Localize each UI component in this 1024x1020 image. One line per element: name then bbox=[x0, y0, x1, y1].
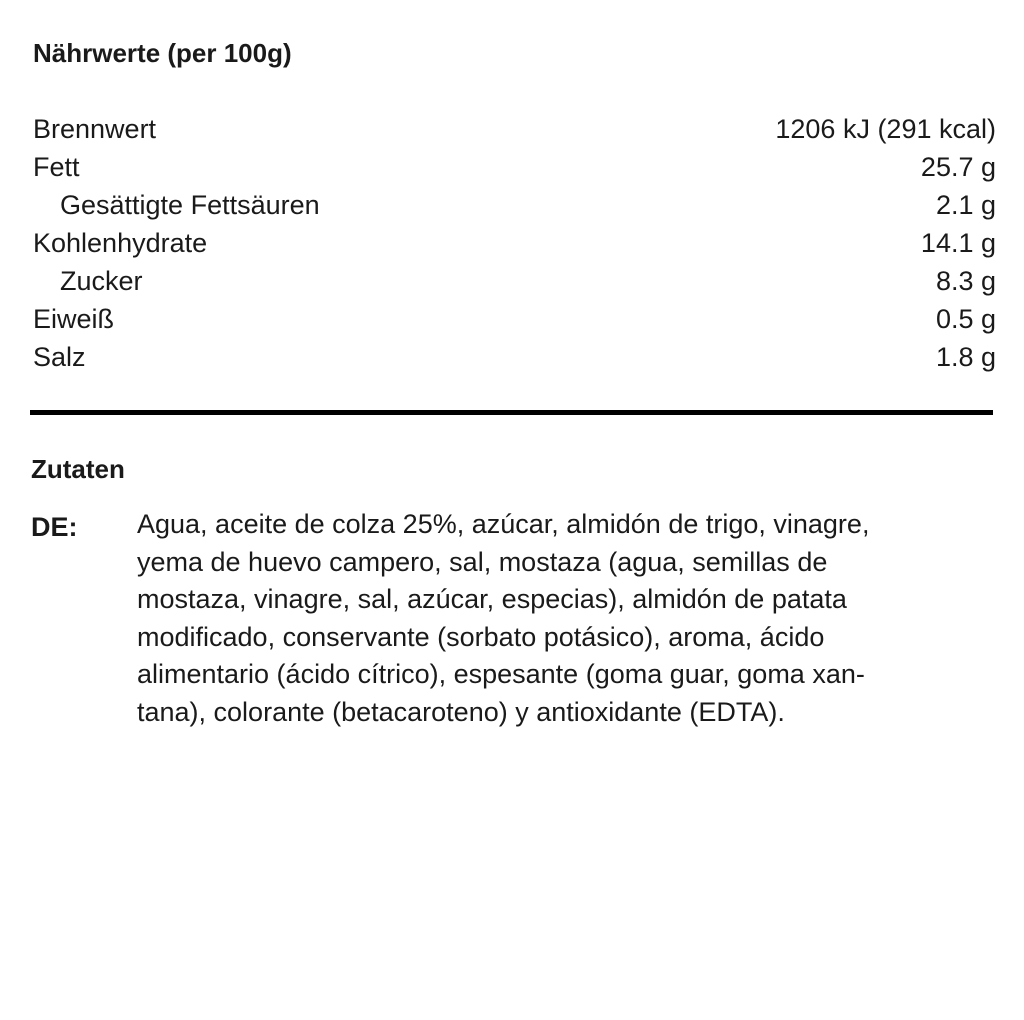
nutrient-row-fett bbox=[33, 148, 996, 186]
nutrient-name: Gesättigte Fettsäuren bbox=[60, 190, 320, 220]
nutrient-name: Salz bbox=[33, 342, 86, 372]
ingredients-heading: Zutaten bbox=[31, 454, 125, 484]
nutrient-name: Zucker bbox=[60, 266, 143, 296]
nutrient-name: Brennwert bbox=[33, 114, 157, 144]
ingredients-line: Agua, aceite de colza 25%, azúcar, almidón de trigo, vinagre, bbox=[137, 509, 870, 539]
nutrient-value: 1206 kJ (291 kcal) bbox=[775, 114, 996, 144]
ingredients-line: tana), colorante (betacaroteno) y antioxidante (EDTA). bbox=[137, 696, 785, 727]
nutrient-row-salz bbox=[33, 338, 996, 376]
ingredients-line: alimentario (ácido cítrico), espesante (goma guar, goma xan- bbox=[137, 659, 865, 690]
section-divider bbox=[30, 410, 993, 415]
nutrient-name: Fett bbox=[33, 152, 80, 182]
nutrient-value: 0.5 g bbox=[935, 304, 996, 334]
nutrient-row-kohlenhydrate bbox=[33, 224, 996, 262]
nutrient-name: Kohlenhydrate bbox=[33, 228, 208, 258]
nutrition-table bbox=[33, 110, 996, 376]
nutrient-row-brennwert bbox=[33, 110, 996, 148]
ingredients-line: yema de huevo campero, sal, mostaza (agua, semillas de bbox=[137, 546, 828, 577]
ingredients-text bbox=[137, 506, 995, 732]
nutrient-value: 8.3 g bbox=[935, 266, 996, 296]
nutrient-value: 1.8 g bbox=[935, 342, 996, 372]
nutrient-row-zucker bbox=[33, 262, 996, 300]
nutrition-title: Nährwerte (per 100g) bbox=[33, 38, 292, 68]
nutrient-value: 14.1 g bbox=[920, 228, 996, 258]
nutrient-name: Eiweiß bbox=[33, 304, 115, 334]
nutrient-value: 25.7 g bbox=[920, 152, 996, 182]
ingredients-line: mostaza, vinagre, sal, azúcar, especias), almidón de patata bbox=[137, 584, 847, 615]
ingredients-language-code: DE: bbox=[31, 512, 78, 542]
nutrient-row-gesaettigte-fettsaeuren bbox=[33, 186, 996, 224]
nutrient-row-eiweiss bbox=[33, 300, 996, 338]
nutrient-value: 2.1 g bbox=[935, 190, 996, 220]
ingredients-line: modificado, conservante (sorbato potásico), aroma, ácido bbox=[137, 621, 825, 652]
